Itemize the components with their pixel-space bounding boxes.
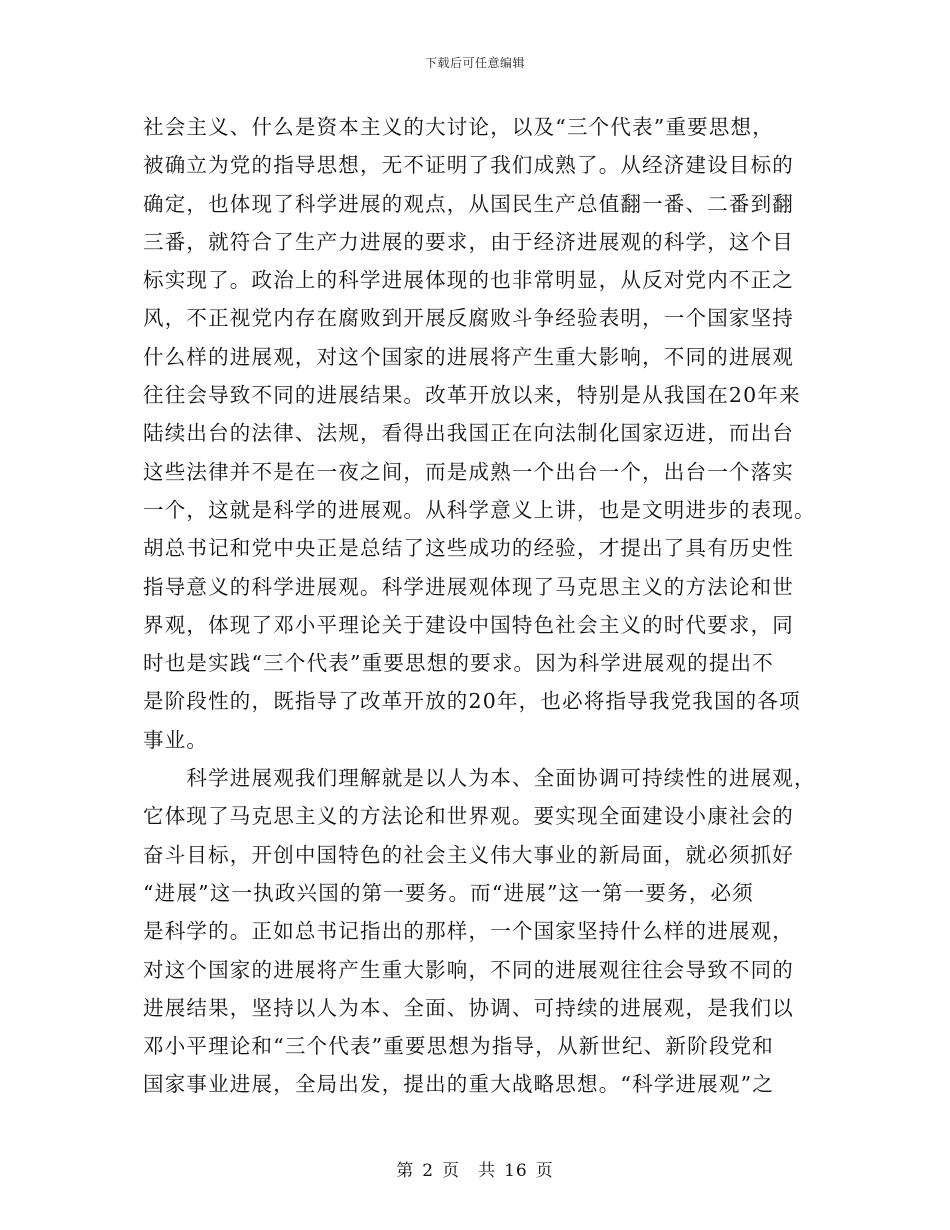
text-line: 进展结果，坚持以人为本、全面、协调、可持续的进展观，是我们以 bbox=[143, 995, 794, 1020]
page-header bbox=[0, 54, 950, 71]
text-line: 是阶段性的，既指导了改革开放的20年，也必将指导我党我国的各项 bbox=[143, 689, 801, 714]
footer-current-page: 2 bbox=[422, 1161, 435, 1181]
text-line: 事业。 bbox=[143, 727, 209, 752]
text-line: 往往会导致不同的进展结果。改革开放以来，特别是从我国在20年来 bbox=[143, 383, 801, 408]
footer-suffix: 页 bbox=[535, 1161, 554, 1181]
text-line: 陆续出台的法律、法规，看得出我国正在向法制化国家迈进，而出台 bbox=[143, 421, 794, 446]
text-line: 三番，就符合了生产力进展的要求，由于经济进展观的科学，这个目 bbox=[143, 229, 794, 254]
text-line: 胡总书记和党中央正是总结了这些成功的经验，才提出了具有历史性 bbox=[143, 536, 794, 561]
text-line: 什么样的进展观，对这个国家的进展将产生重大影响，不同的进展观 bbox=[143, 344, 794, 369]
footer-total-pages: 16 bbox=[504, 1161, 528, 1181]
text-line: 这些法律并不是在一夜之间，而是成熟一个出台一个，出台一个落实 bbox=[143, 459, 794, 484]
document-body bbox=[143, 108, 816, 1104]
text-line: 一个，这就是科学的进展观。从科学意义上讲，也是文明进步的表现。 bbox=[143, 497, 816, 522]
paragraph-1 bbox=[143, 108, 816, 759]
footer-prefix: 第 bbox=[396, 1161, 415, 1181]
text-line: 指导意义的科学进展观。科学进展观体现了马克思主义的方法论和世 bbox=[143, 574, 794, 599]
text-line: 标实现了。政治上的科学进展体现的也非常明显，从反对党内不正之 bbox=[143, 268, 794, 293]
text-line: 界观，体现了邓小平理论关于建设中国特色社会主义的时代要求，同 bbox=[143, 612, 794, 637]
page-footer bbox=[0, 1156, 950, 1181]
text-line: 风，不正视党内存在腐败到开展反腐败斗争经验表明，一个国家坚持 bbox=[143, 306, 794, 331]
text-line: 时也是实践“三个代表”重要思想的要求。因为科学进展观的提出不 bbox=[143, 651, 774, 676]
text-line: 确定，也体现了科学进展的观点，从国民生产总值翻一番、二番到翻 bbox=[143, 191, 794, 216]
header-note: 下载后可任意编辑 bbox=[424, 56, 525, 70]
text-line: 是科学的。正如总书记指出的那样，一个国家坚持什么样的进展观， bbox=[143, 919, 794, 944]
text-line: 奋斗目标，开创中国特色的社会主义伟大事业的新局面，就必须抓好 bbox=[143, 842, 794, 867]
footer-middle: 页 共 bbox=[442, 1161, 497, 1181]
text-line: 被确立为党的指导思想，无不证明了我们成熟了。从经济建设目标的 bbox=[143, 153, 794, 178]
text-line: 对这个国家的进展将产生重大影响，不同的进展观往往会导致不同的 bbox=[143, 957, 794, 982]
text-line: 科学进展观我们理解就是以人为本、全面协调可持续性的进展观， bbox=[143, 766, 816, 791]
paragraph-2 bbox=[143, 759, 816, 1104]
text-line: 社会主义、什么是资本主义的大讨论，以及“三个代表”重要思想， bbox=[143, 115, 774, 139]
text-line: 邓小平理论和“三个代表”重要思想为指导，从新世纪、新阶段党和 bbox=[143, 1034, 774, 1059]
text-line: 它体现了马克思主义的方法论和世界观。要实现全面建设小康社会的 bbox=[143, 804, 794, 829]
text-line: “进展”这一执政兴国的第一要务。而“进展”这一第一要务，必须 bbox=[143, 880, 754, 905]
text-line: 国家事业进展，全局出发，提出的重大战略思想。“科学进展观”之 bbox=[143, 1072, 774, 1097]
